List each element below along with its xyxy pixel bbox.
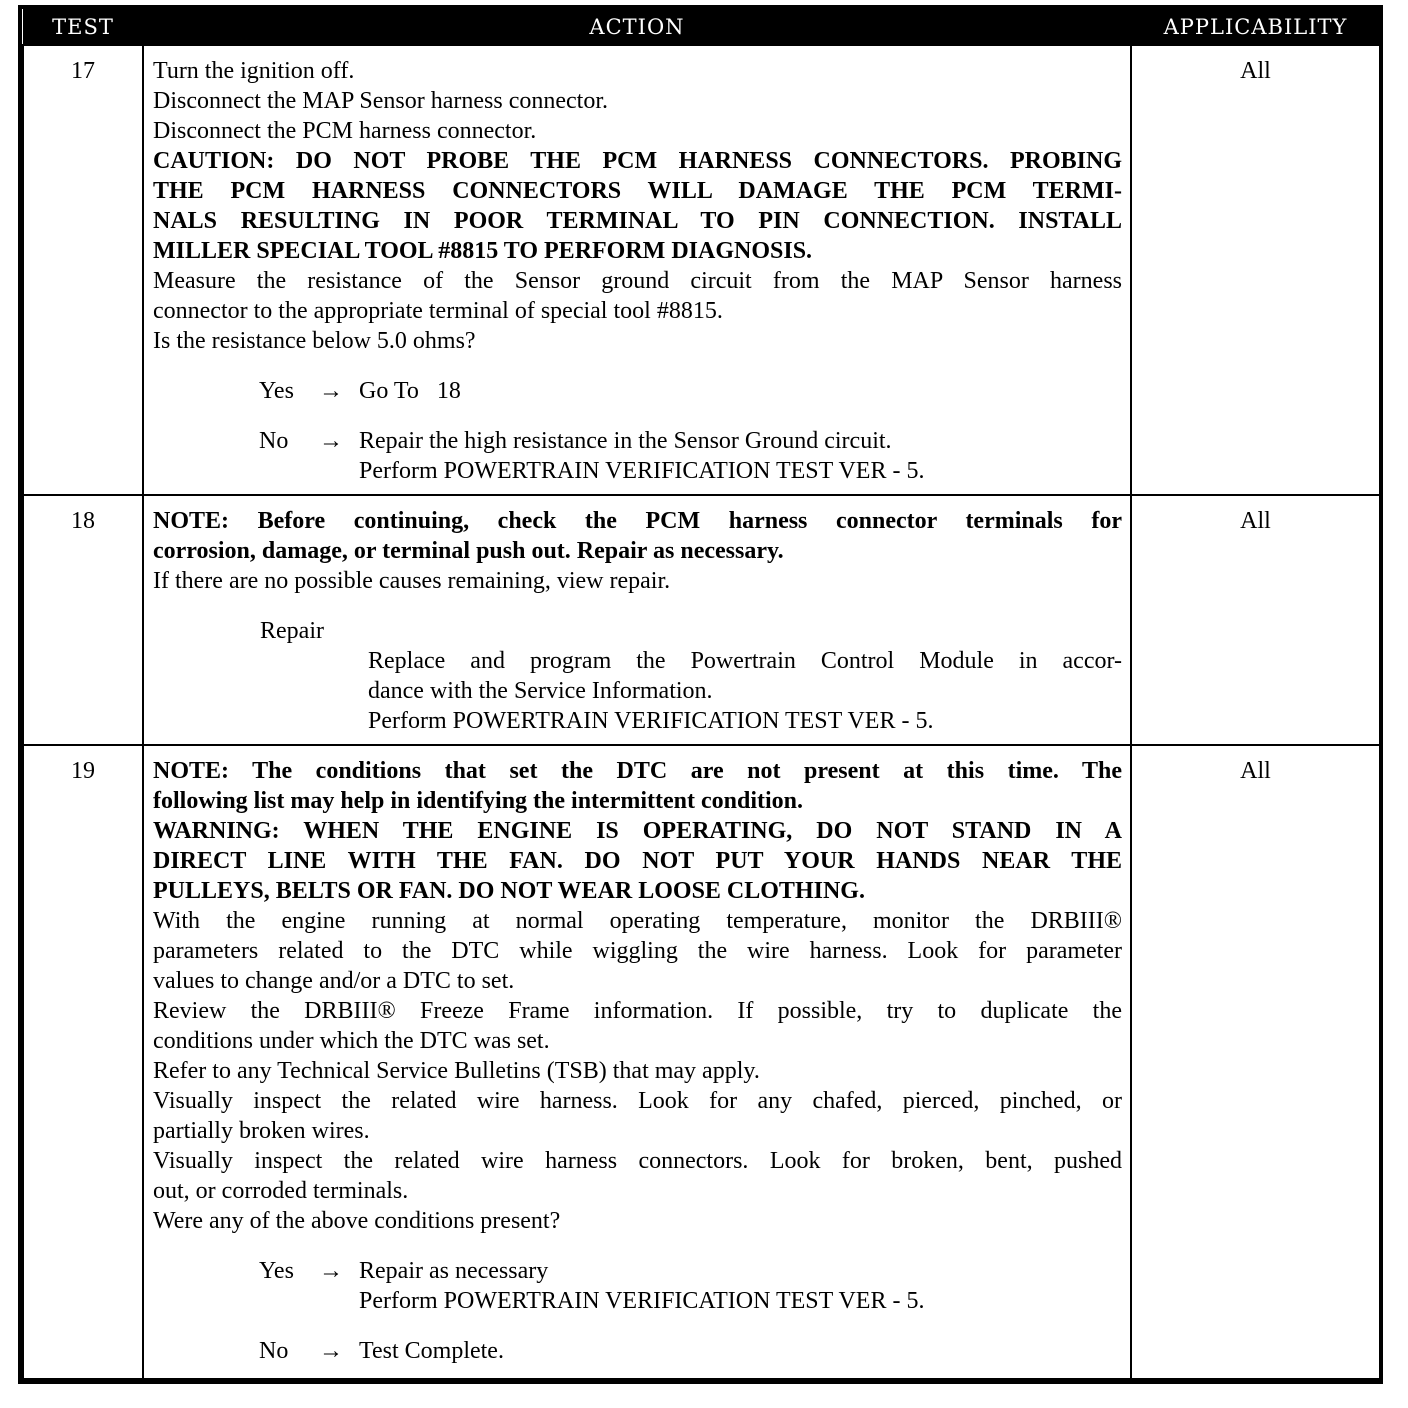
warning-line: DIRECT LINE WITH THE FAN. DO NOT PUT YOUR HANDS NEAR THE	[153, 848, 1122, 874]
caution-line: NALS RESULTING IN POOR TERMINAL TO PIN CONNECTION. INSTALL	[153, 208, 1122, 234]
yes-label: Yes	[259, 378, 294, 404]
result-line: Repair as necessary	[359, 1258, 549, 1284]
question: Were any of the above conditions present?	[153, 1208, 561, 1234]
applicability: All	[1131, 45, 1380, 495]
note-line: NOTE: The conditions that set the DTC are not present at this time. The	[153, 758, 1122, 784]
repair-line: Replace and program the Powertrain Control Module in accor-	[368, 648, 1122, 674]
header-test: TEST	[23, 9, 143, 45]
header-action: ACTION	[143, 9, 1131, 45]
question: Is the resistance below 5.0 ohms?	[153, 328, 476, 354]
repair-body	[368, 646, 1122, 736]
right-arrow-icon: →	[319, 378, 343, 404]
paragraph-line: Visually inspect the related wire harness. Look for any chafed, pierced, pinched, or	[153, 1088, 1122, 1114]
note-line: following list may help in identifying the intermittent condition.	[153, 788, 804, 814]
right-arrow-icon: →	[319, 1258, 343, 1284]
no-label: No	[259, 1338, 289, 1364]
yes-result	[359, 1256, 1122, 1316]
no-result	[359, 426, 1122, 486]
test-row-18	[23, 495, 1380, 745]
test-number: 17	[23, 45, 143, 495]
action-line: Disconnect the MAP Sensor harness connector.	[153, 88, 609, 114]
test-row-17	[23, 45, 1380, 495]
result-line: Perform POWERTRAIN VERIFICATION TEST VER - 5.	[359, 458, 925, 484]
header-applicability: APPLICABILITY	[1131, 9, 1380, 45]
header-row	[23, 9, 1380, 45]
paragraph-line: With the engine running at normal operating temperature, monitor the DRBIII®	[153, 908, 1122, 934]
result-line: Go To 18	[359, 378, 461, 404]
paragraph-line: parameters related to the DTC while wiggling the wire harness. Look for parameter	[153, 938, 1122, 964]
test-number: 19	[23, 745, 143, 1379]
yes-label: Yes	[259, 1258, 294, 1284]
test-row-19	[23, 745, 1380, 1379]
diagnostic-table	[18, 5, 1383, 1384]
no-label: No	[259, 428, 289, 454]
result-line: Perform POWERTRAIN VERIFICATION TEST VER - 5.	[359, 1288, 925, 1314]
no-result	[359, 1336, 1122, 1366]
result-line: Test Complete.	[359, 1338, 504, 1364]
paragraph-line: partially broken wires.	[153, 1118, 370, 1144]
measure-line: connector to the appropriate terminal of special tool #8815.	[153, 298, 723, 324]
paragraph-line: values to change and/or a DTC to set.	[153, 968, 515, 994]
yes-response	[259, 1256, 1122, 1316]
action-cell	[143, 45, 1131, 495]
applicability: All	[1131, 495, 1380, 745]
right-arrow-icon: →	[319, 428, 343, 454]
test-number: 18	[23, 495, 143, 745]
measure-line: Measure the resistance of the Sensor ground circuit from the MAP Sensor harness	[153, 268, 1122, 294]
repair-line: Perform POWERTRAIN VERIFICATION TEST VER - 5.	[368, 708, 934, 734]
test-table	[22, 9, 1381, 1380]
right-arrow-icon: →	[319, 1338, 343, 1364]
paragraph-line: out, or corroded terminals.	[153, 1178, 409, 1204]
warning-line: WARNING: WHEN THE ENGINE IS OPERATING, DO NOT STAND IN A	[153, 818, 1122, 844]
no-response	[259, 426, 1122, 486]
applicability: All	[1131, 745, 1380, 1379]
action-line: Disconnect the PCM harness connector.	[153, 118, 537, 144]
action-line: If there are no possible causes remaining, view repair.	[153, 568, 671, 594]
action-line: Turn the ignition off.	[153, 58, 355, 84]
paragraph-line: Visually inspect the related wire harness connectors. Look for broken, bent, pushed	[153, 1148, 1122, 1174]
yes-response	[259, 376, 1122, 406]
repair-label: Repair	[260, 618, 324, 644]
paragraph-line: Refer to any Technical Service Bulletins (TSB) that may apply.	[153, 1058, 760, 1084]
paragraph-line: Review the DRBIII® Freeze Frame information. If possible, try to duplicate the	[153, 998, 1122, 1024]
paragraph-line: conditions under which the DTC was set.	[153, 1028, 550, 1054]
caution-line: CAUTION: DO NOT PROBE THE PCM HARNESS CONNECTORS. PROBING	[153, 148, 1122, 174]
yes-result	[359, 376, 1122, 406]
caution-line: THE PCM HARNESS CONNECTORS WILL DAMAGE THE PCM TERMI-	[153, 178, 1122, 204]
note-line: corrosion, damage, or terminal push out. Repair as necessary.	[153, 538, 784, 564]
caution-line: MILLER SPECIAL TOOL #8815 TO PERFORM DIAGNOSIS.	[153, 238, 813, 264]
note-line: NOTE: Before continuing, check the PCM harness connector terminals for	[153, 508, 1122, 534]
result-line: Repair the high resistance in the Sensor Ground circuit.	[359, 428, 892, 454]
no-response	[259, 1336, 1122, 1366]
action-cell	[143, 745, 1131, 1379]
action-cell	[143, 495, 1131, 745]
repair-line: dance with the Service Information.	[368, 678, 713, 704]
warning-line: PULLEYS, BELTS OR FAN. DO NOT WEAR LOOSE CLOTHING.	[153, 878, 865, 904]
